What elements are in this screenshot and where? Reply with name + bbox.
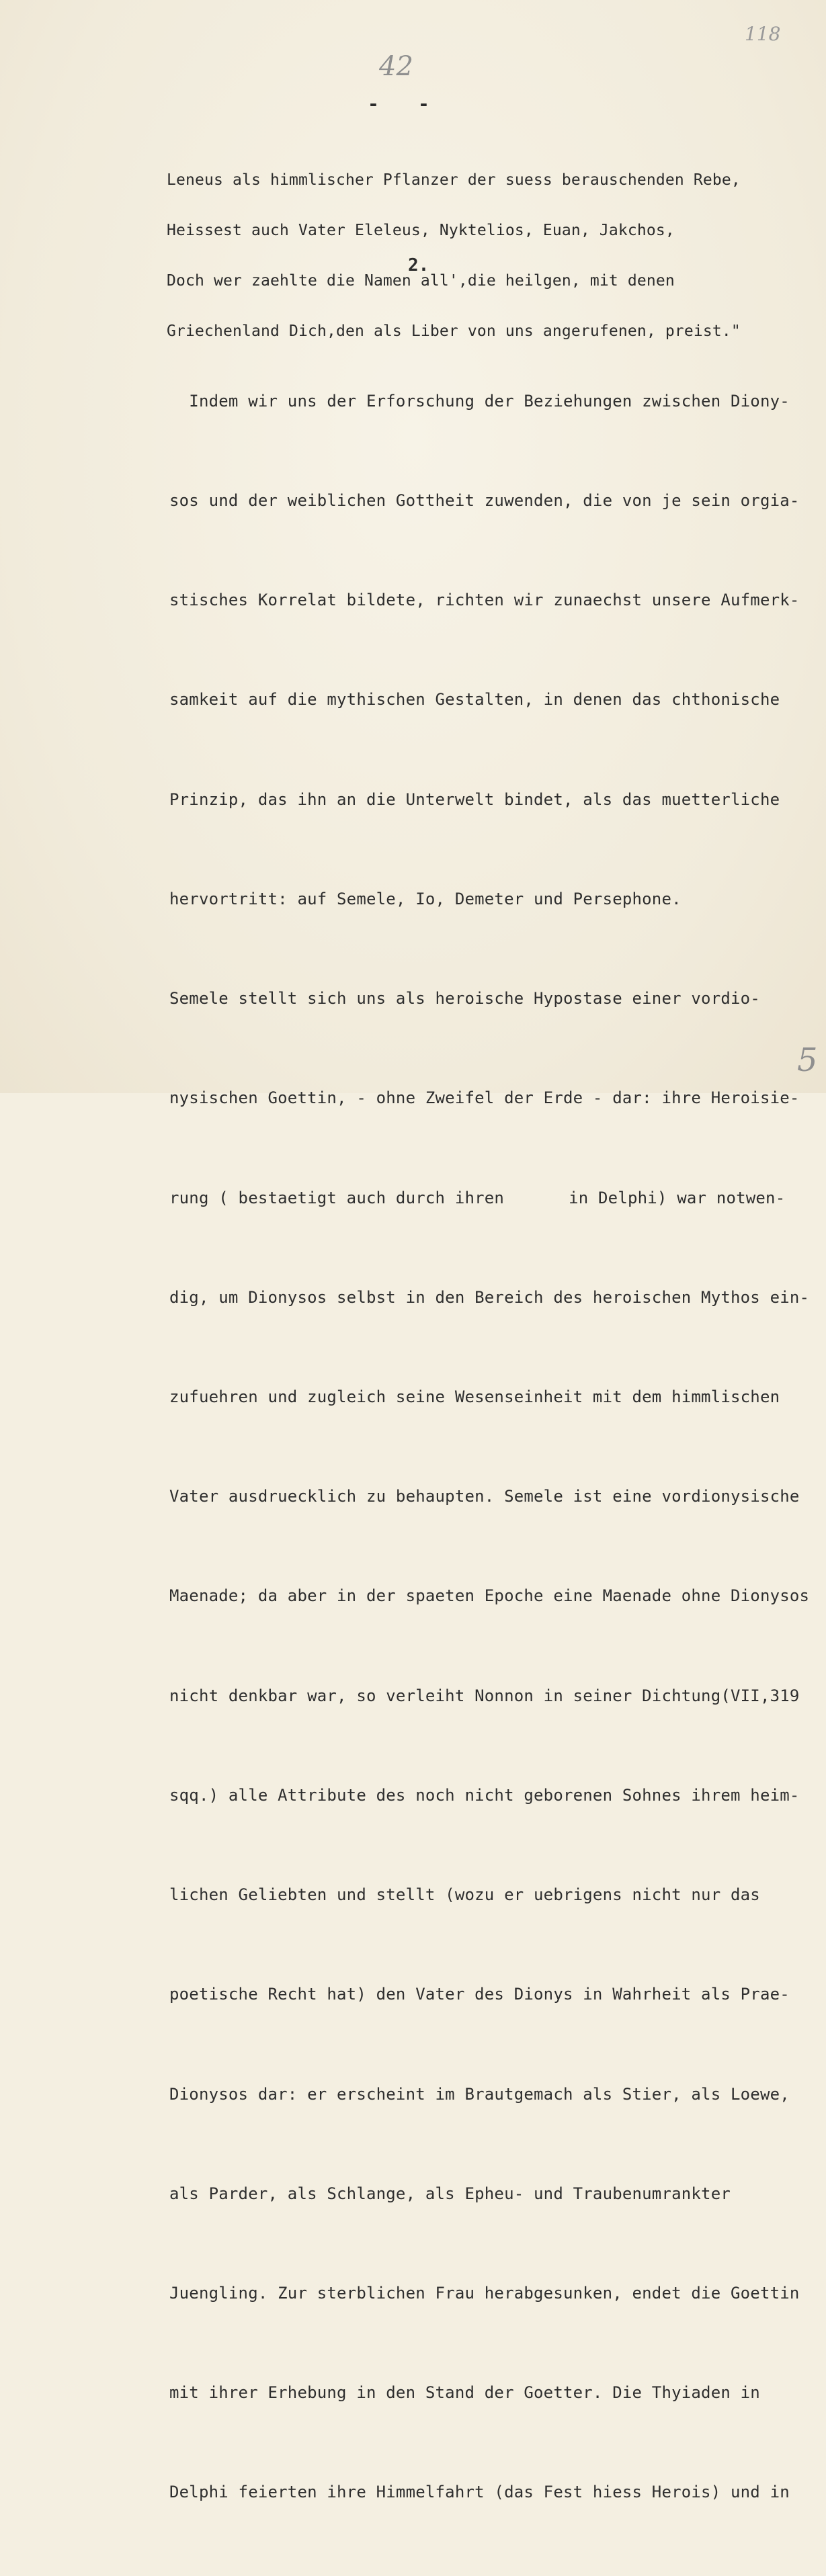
header-dash-left: - <box>368 93 379 115</box>
body-line: zufuehren und zugleich seine Wesenseinheit mit dem himmlischen <box>169 1387 780 1406</box>
body-line: Delphi feierten ihre Himmelfahrt (das Fest hiess Herois) und in <box>169 2483 790 2502</box>
quote-line: Heissest auch Vater Eleleus, Nyktelios, Euan, Jakchos, <box>167 222 675 239</box>
body-line: hervortritt: auf Semele, Io, Demeter und Persephone. <box>169 889 682 908</box>
body-line: Juengling. Zur sterblichen Frau herabgesunken, endet die Goettin <box>169 2283 800 2303</box>
body-line: nicht denkbar war, so verleiht Nonnon in seiner Dichtung(VII,319 <box>169 1686 800 1705</box>
quote-line: Griechenland Dich,den als Liber von uns angerufenen, preist." <box>167 323 741 340</box>
body-line: sos und der weiblichen Gottheit zuwenden, die von je sein orgia- <box>169 491 800 511</box>
body-line: lichen Geliebten und stellt (wozu er uebrigens nicht nur das <box>169 1885 760 1905</box>
body-line: samkeit auf die mythischen Gestalten, in denen das chthonische <box>169 690 780 710</box>
body-line-end: in Delphi) war notwen- <box>569 1188 786 1207</box>
page-number-annotation: 42 <box>379 51 413 82</box>
body-line: Prinzip, das ihn an die Unterwelt bindet, als das muetterliche <box>169 789 780 809</box>
body-line: dig, um Dionysos selbst in den Bereich des heroischen Mythos ein- <box>169 1287 810 1307</box>
body-line: sqq.) alle Attribute des noch nicht geborenen Sohnes ihrem heim- <box>169 1785 800 1805</box>
quote-line: Doch wer zaehlte die Namen all',die heilgen, mit denen <box>167 272 675 290</box>
body-line: nysischen Goettin, - ohne Zweifel der Erde - dar: ihre Heroisie- <box>169 1088 800 1108</box>
body-line: Semele stellt sich uns als heroische Hypostase einer vordio- <box>169 989 760 1008</box>
header-dash-right: - <box>418 93 429 115</box>
body-paragraphs <box>169 318 809 2576</box>
body-line-with-gap <box>169 1182 809 1215</box>
body-line: als Parder, als Schlange, als Epheu- und Traubenumrankter <box>169 2184 731 2203</box>
body-line: Maenade; da aber in der spaeten Epoche eine Maenade ohne Dionysos <box>169 1586 810 1606</box>
body-line: mit ihrer Erhebung in den Stand der Goetter. Die Thyiaden in <box>169 2383 760 2403</box>
quote-line: Leneus als himmlischer Pflanzer der suess berauschenden Rebe, <box>167 171 741 189</box>
body-line: stisches Korrelat bildete, richten wir zunaechst unsere Aufmerk- <box>169 591 800 610</box>
body-line: Dionysos dar: er erscheint im Brautgemach als Stier, als Loewe, <box>169 2084 790 2104</box>
section-number: 2. <box>408 255 429 275</box>
folio-annotation: 118 <box>745 23 781 45</box>
body-line-start: rung ( bestaetigt auch durch ihren <box>169 1188 505 1207</box>
body-line: Vater ausdruecklich zu behaupten. Semele ist eine vordionysische <box>169 1487 800 1506</box>
body-line: Indem wir uns der Erforschung der Beziehungen zwischen Diony- <box>169 391 790 411</box>
body-line: poetische Recht hat) den Vater des Dionys in Wahrheit als Prae- <box>169 1985 790 2004</box>
corner-annotation: 5 <box>797 1041 818 1079</box>
